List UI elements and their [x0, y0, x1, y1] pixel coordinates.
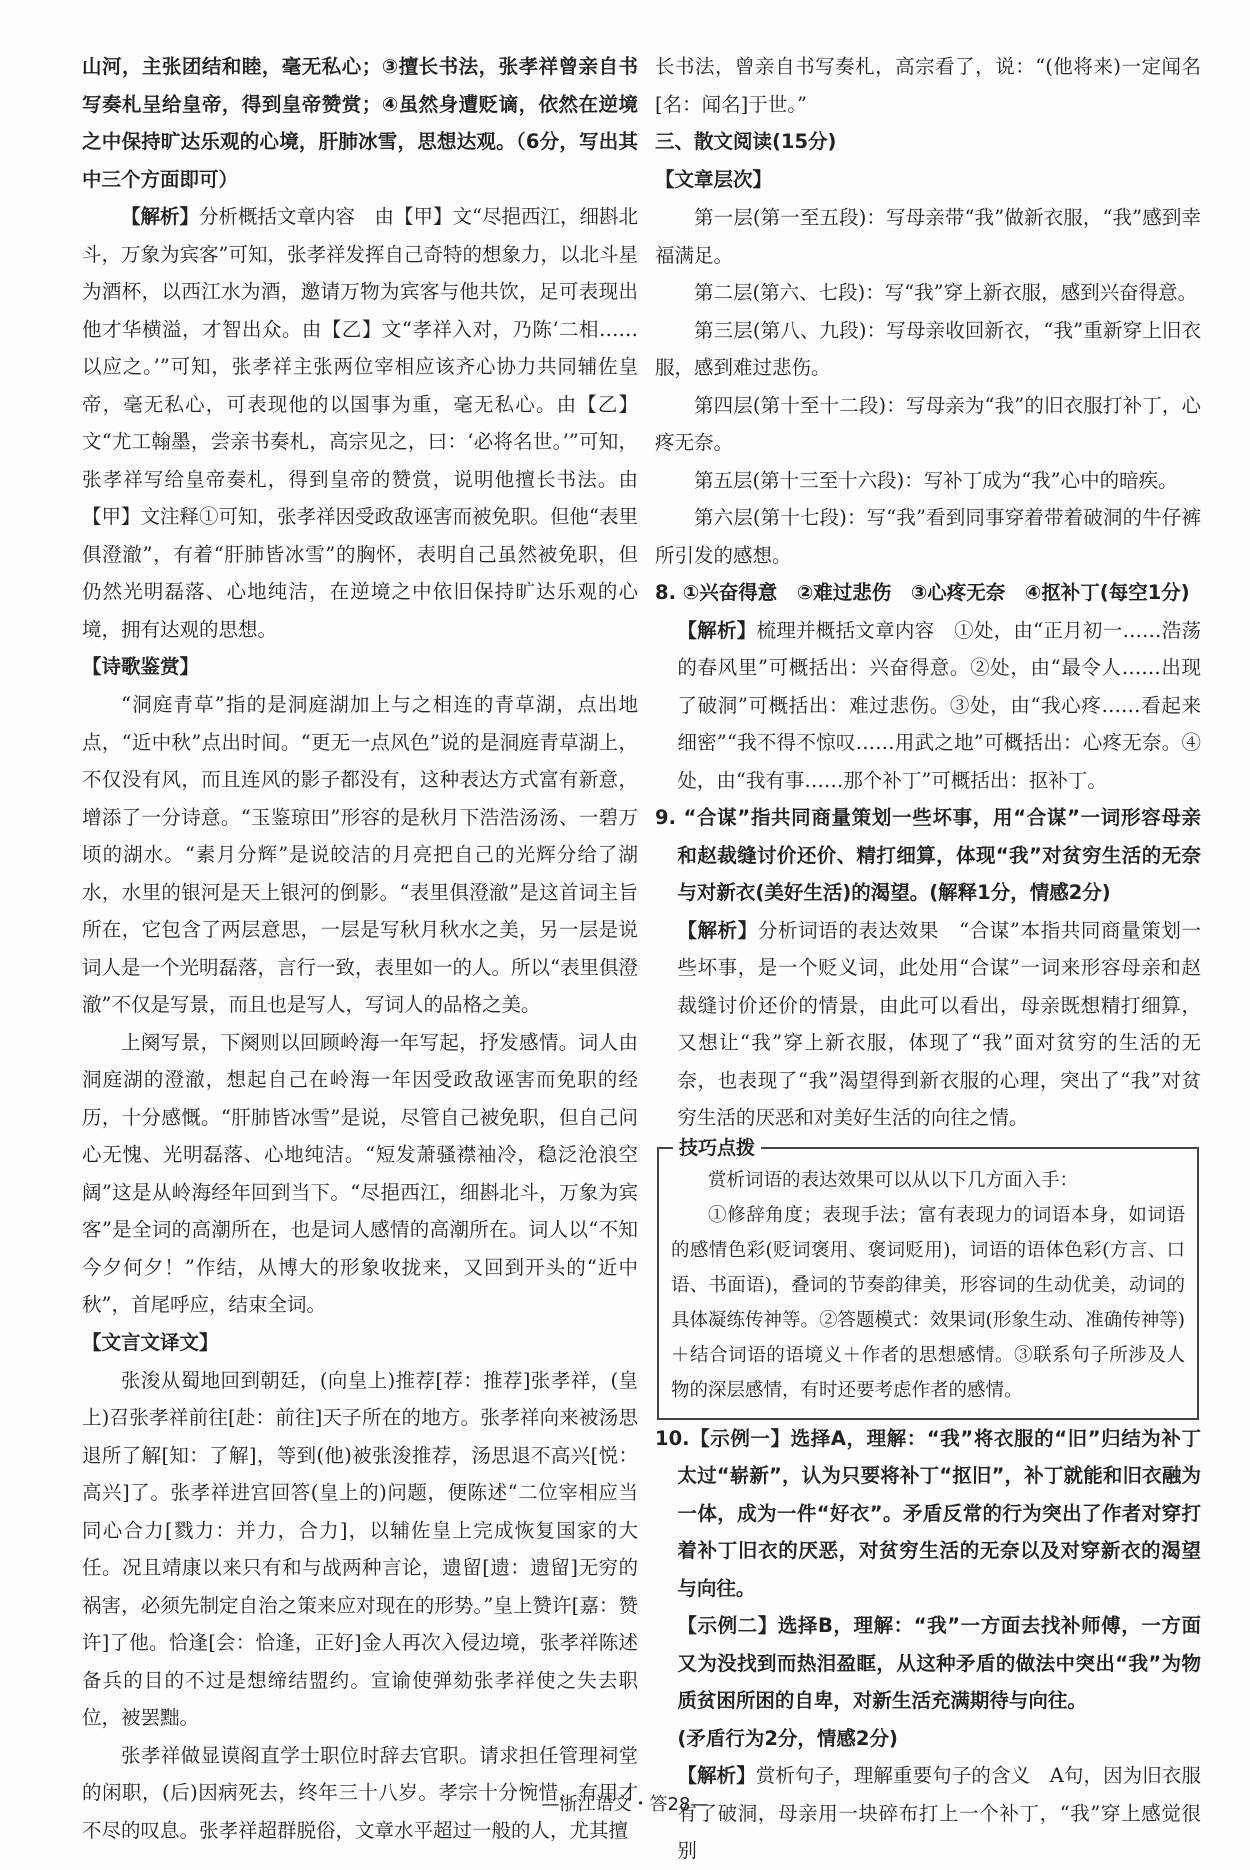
analysis-tag: 【解析】	[677, 918, 758, 942]
page-footer: —浙江语文・答28—	[541, 1794, 709, 1815]
level-item: 第二层(第六、七段)：写“我”穿上新衣服，感到兴奋得意。	[694, 281, 1198, 304]
analysis-text: 分析概括文章内容 由【甲】文“尽挹西江，细斟北斗，万象为宾客”可知，张孝祥发挥自己奇特的想象力，以北斗星为酒杯，以西江水为酒，邀请万物为宾客与他共饮，足可表现出他才华横溢，才智出众。由【乙】文“孝祥入对，乃陈‘二相……以应之。’”可知，张孝祥主张两位宰相应该齐心协力共同辅佐皇帝，毫无私心，可表现他的以国事为重，毫无私心。由【乙】文“尤工翰墨，尝亲书奏札，高宗见之，曰：‘必将名世。’”可知，张孝祥写给皇帝奏札，得到皇帝的赞赏，说明他擅长书法。由【甲】文注释①可知，张孝祥因受政敌诬害而被免职。但他“表里俱澄澈”，有着“肝肺皆冰雪”的胸怀，表明自己虽然被免职，但仍然光明磊落、心地纯洁，在逆境之中依旧保持旷达乐观的心境，拥有达观的思想。	[82, 205, 638, 641]
question-10-example-2	[655, 1607, 1201, 1720]
translation-continued: 长书法，曾亲自书写奏札，高宗看了，说：“(他将来)一定闻名[名：闻名]于世。”	[655, 55, 1201, 116]
poem-paragraph-2: 上阕写景，下阕则以回顾岭海一年写起，抒发感情。词人由洞庭湖的澄澈，想起自己在岭海一年因受政敌诬害而免职的经历，十分感慨。“肝肺皆冰雪”是说，尽管自己被免职，但自己问心无愧、光明磊落、心地纯洁。“短发萧骚襟袖冷，稳泛沧浪空阔”这是从岭海经年回到当下。“尽挹西江，细斟北斗，万象为宾客”是全词的高潮所在，也是词人感情的高潮所在。词人以“不知今夕何夕！”作结，从博大的形象收拢来，又回到开头的“近中秋”，首尾呼应，结束全词。	[82, 1030, 638, 1316]
right-column	[655, 48, 1201, 1870]
translation-paragraph-2: 张孝祥做显谟阁直学士职位时辞去官职。请求担任管理祠堂的闲职，(后)因病死去，终年三十八岁。孝宗十分惋惜，有用才不尽的叹息。张孝祥超群脱俗，文章水平超过一般的人，尤其擅	[82, 1743, 638, 1842]
skill-tip-intro: 赏析词语的表达效果可以从以下几方面入手：	[708, 1169, 1079, 1191]
left-column	[82, 48, 638, 1849]
section-3-heading: 三、散文阅读(15分)	[655, 130, 837, 153]
skill-tip-title: 技巧点拨	[673, 1133, 761, 1163]
question-8-analysis	[655, 612, 1201, 800]
analysis-text: 分析词语的表达效果 “合谋”本指共同商量策划一些坏事，是一个贬义词，此处用“合谋”一词来形容母亲和赵裁缝讨价还价的情景，由此可以看出，母亲既想精打细算，又想让“我”穿上新衣服，体现了“我”面对贫穷的生活的无奈，也表现了“我”渴望得到新衣服的心理，突出了“我”对贫穷生活的厌恶和对美好生活的向往之情。	[677, 918, 1201, 1129]
translation-heading: 【文言文译文】	[82, 1330, 219, 1354]
question-8-answer: 8. ①兴奋得意 ②难过悲伤 ③心疼无奈 ④抠补丁(每空1分)	[655, 581, 1190, 604]
level-item: 第一层(第一至五段)：写母亲带“我”做新衣服，“我”感到幸福满足。	[655, 206, 1201, 267]
analysis-tag: 【解析】	[121, 205, 200, 228]
poem-appreciation-heading: 【诗歌鉴赏】	[82, 655, 200, 678]
poem-paragraph-1: “洞庭青草”指的是洞庭湖加上与之相连的青草湖，点出地点，“近中秋”点出时间。“更无一点风色”说的是洞庭青草湖上，不仅没有风，而且连风的影子都没有，这种表达方式富有新意，增添了一分诗意。“玉鉴琼田”形容的是秋月下浩浩汤汤、一碧万顷的湖水。“素月分辉”是说皎洁的月亮把自己的光辉分给了湖水，水里的银河是天上银河的倒影。“表里俱澄澈”是这首词主旨所在，它包含了两层意思，一层是写秋月秋水之美，另一层是说词人是一个光明磊落，言行一致，表里如一的人。所以“表里俱澄澈”不仅是写景，而且也是写人，写词人的品格之美。	[82, 693, 638, 1016]
level-item: 第六层(第十七段)：写“我”看到同事穿着带着破洞的牛仔裤所引发的感想。	[655, 506, 1201, 567]
skill-tip-body: ①修辞角度；表现手法；富有表现力的词语本身，如词语的感情色彩(贬词褒用、褒词贬用)，词语的语体色彩(方言、口语、书面语)，叠词的节奏韵律美，形容词的生动优美，动词的具体凝练传神等。②答题模式：效果词(形象生动、准确传神等)＋结合词语的语境义＋作者的思想感情。③联系句子所涉及人物的深层感情，有时还要考虑作者的感情。	[671, 1204, 1185, 1401]
skill-tip-box	[657, 1136, 1199, 1420]
example-tag: 10.【示例一】	[655, 1426, 791, 1450]
example-text: 选择B，理解：“我”一方面去找补师傅，一方面又为没找到而热泪盈眶，从这种矛盾的做法中突出“我”为物质贫困所困的自卑，对新生活充满期待与向往。	[677, 1614, 1201, 1712]
question-10-example-1	[655, 1420, 1201, 1608]
analysis-tag: 【解析】	[677, 618, 757, 642]
analysis-paragraph	[82, 198, 638, 648]
question-9-answer: 9. “合谋”指共同商量策划一些坏事，用“合谋”一词形容母亲和赵裁缝讨价还价、精打细算，体现“我”对贫穷生活的无奈与对新衣(美好生活)的渴望。(解释1分，情感2分)	[655, 806, 1201, 904]
example-text: 选择A，理解：“我”将衣服的“旧”归结为补丁太过“崭新”，认为只要将补丁“抠旧”，补丁就能和旧衣融为一体，成为一件“好衣”。矛盾反常的行为突出了作者对穿打着补丁旧衣的厌恶，对贫穷生活的无奈以及对穿新衣的渴望与向往。	[677, 1426, 1201, 1600]
analysis-tag: 【解析】	[677, 1764, 756, 1787]
level-item: 第五层(第十三至十六段)：写补丁成为“我”心中的暗疾。	[694, 468, 1178, 492]
translation-paragraph-1: 张浚从蜀地回到朝廷，(向皇上)推荐[荐：推荐]张孝祥，(皇上)召张孝祥前往[赴：前往]天子所在的地方。张孝祥向来被汤思退所了解[知：了解]，等到(他)被张浚推荐，汤思退不高兴[悦：高兴]了。张孝祥进宫回答(皇上的)问题，便陈述“二位宰相应当同心合力[戮力：并力，合力]，以辅佐皇上完成恢复国家的大任。况且靖康以来只有和与战两种言论，遗留[遗：遗留]无穷的祸害，必须先制定自治之策来应对现在的形势。”皇上赞许[嘉：赞许]了他。恰逢[会：恰逢，正好]金人再次入侵边境，张孝祥陈述备兵的目的不过是想缔结盟约。宣谕使弹劾张孝祥使之失去职位，被罢黜。	[82, 1368, 638, 1729]
example-tag: 【示例二】	[677, 1614, 778, 1637]
question-10-score: (矛盾行为2分，情感2分)	[677, 1726, 898, 1750]
analysis-text: 赏析句子，理解重要句子的含义 A句，因为旧衣服有了破洞，母亲用一块碎布打上一个补丁，“我”穿上感觉很别	[677, 1764, 1201, 1862]
question-9-analysis	[655, 912, 1201, 1137]
answer-text-continued: 山河，主张团结和睦，毫无私心；③擅长书法，张孝祥曾亲自书写奏札呈给皇帝，得到皇帝赞赏；④虽然身遭贬谪，依然在逆境之中保持旷达乐观的心境，肝肺冰雪，思想达观。（6分，写出其中三个方面即可）	[82, 55, 638, 191]
level-item: 第三层(第八、九段)：写母亲收回新衣，“我”重新穿上旧衣服，感到难过悲伤。	[655, 318, 1201, 379]
article-levels-heading: 【文章层次】	[655, 168, 773, 191]
level-item: 第四层(第十至十二段)：写母亲为“我”的旧衣服打补丁，心疼无奈。	[655, 393, 1201, 454]
analysis-text: 梳理并概括文章内容 ①处，由“正月初一……浩荡的春风里”可概括出：兴奋得意。②处，由“最令人……出现了破洞”可概括出：难过悲伤。③处，由“我心疼……看起来细密”“我不得不惊叹……用武之地”可概括出：心疼无奈。④处，由“我有事……那个补丁”可概括出：抠补丁。	[677, 618, 1201, 792]
